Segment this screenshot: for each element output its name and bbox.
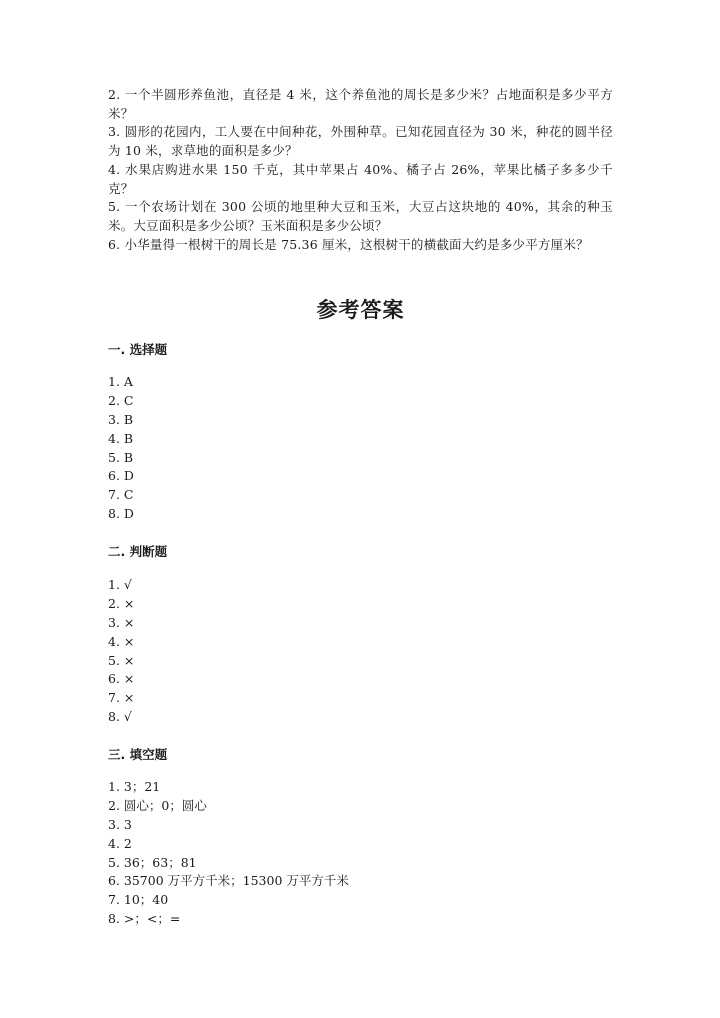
problem-list <box>108 86 613 254</box>
answer-item: 1. √ <box>108 577 132 592</box>
answer-item: 4. B <box>108 430 134 446</box>
answer-item: 3. × <box>108 614 135 630</box>
answer-item: 4. 2 <box>108 835 132 851</box>
problem-2: 2. 一个半圆形养鱼池，直径是 4 米，这个养鱼池的周长是多少米？占地面积是多少平方米？ <box>108 87 613 121</box>
answer-list-judgement <box>108 576 134 727</box>
answers-title: 参考答案 <box>316 298 405 322</box>
answer-item: 6. D <box>108 468 134 484</box>
answer-list-choice <box>108 373 134 524</box>
answer-item: 5. 36；63；81 <box>108 854 197 870</box>
answer-item: 2. C <box>108 392 134 408</box>
answer-item: 7. C <box>108 487 134 503</box>
answer-item: 2. × <box>108 595 135 611</box>
problem-3: 3. 圆形的花园内，工人要在中间种花，外围种草。已知花园直径为 30 米，种花的圆半径为 10 米，求草地的面积是多少？ <box>108 124 613 159</box>
section-heading-judgement: 二. 判断题 <box>108 544 168 559</box>
answer-item: 5. B <box>108 449 134 465</box>
document-page <box>108 86 613 927</box>
section-heading-choice: 一. 选择题 <box>108 342 168 357</box>
answer-item: 6. × <box>108 671 135 687</box>
answer-item: 7. 10；40 <box>108 892 169 908</box>
problem-4: 4. 水果店购进水果 150 千克，其中苹果占 40%、橘子占 26%，苹果比橘子多多少千克？ <box>108 161 613 196</box>
problem-6: 6. 小华量得一根树干的周长是 75.36 厘米，这根树干的横截面大约是多少平方厘米？ <box>108 236 589 252</box>
answer-item: 4. × <box>108 633 135 649</box>
answer-item: 7. × <box>108 690 135 706</box>
answer-item: 8. >；<；= <box>108 911 181 927</box>
answer-item: 3. B <box>108 411 134 427</box>
answer-item: 5. × <box>108 652 135 668</box>
answer-item: 8. D <box>108 506 134 522</box>
answer-item: 8. √ <box>108 709 132 725</box>
problem-5: 5. 一个农场计划在 300 公顷的地里种大豆和玉米，大豆占这块地的 40%，其余的种玉米。大豆面积是多少公顷？玉米面积是多少公顷？ <box>108 199 613 233</box>
answer-item: 6. 35700 万平方千米；15300 万平方千米 <box>108 873 349 889</box>
answer-list-fill-blank <box>108 778 349 929</box>
answer-item: 3. 3 <box>108 816 132 832</box>
answer-item: 1. 3；21 <box>108 779 161 794</box>
section-heading-fill-blank: 三. 填空题 <box>108 747 168 762</box>
answer-item: 2. 圆心；0；圆心 <box>108 797 207 813</box>
answer-item: 1. A <box>108 374 133 389</box>
